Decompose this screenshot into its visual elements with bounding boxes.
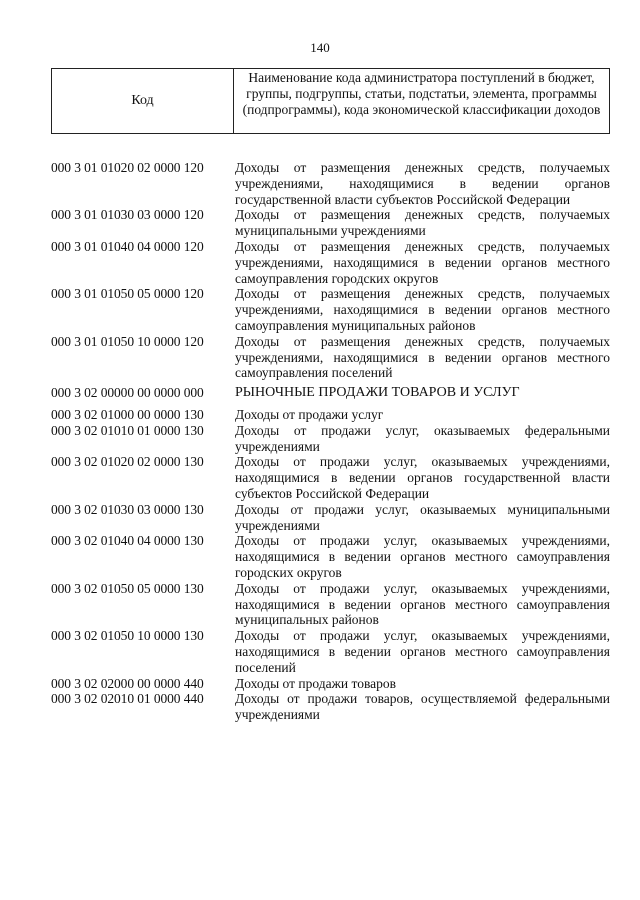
row-code: 000 3 02 01000 00 0000 130 <box>51 406 204 422</box>
row-code: 000 3 01 01020 02 0000 120 <box>51 160 204 175</box>
row-name: Доходы от размещения денежных средств, получаемых учреждениями, находящимися в ведении органов местного самоуправления муниципальных районов <box>235 286 610 333</box>
row-code: 000 3 01 01050 10 0000 120 <box>51 333 204 349</box>
classification-row <box>51 207 610 239</box>
row-code: 000 3 02 01020 02 0000 130 <box>51 454 204 470</box>
row-name: Доходы от размещения денежных средств, получаемых муниципальными учреждениями <box>235 207 610 239</box>
classification-row <box>51 581 610 628</box>
row-code: 000 3 02 01030 03 0000 130 <box>51 501 204 517</box>
row-name: Доходы от размещения денежных средств, получаемых учреждениями, находящимися в ведении органов государственной власти субъектов Российской Федерации <box>235 160 610 207</box>
row-name: Доходы от продажи товаров <box>235 675 397 691</box>
classification-table-header <box>51 68 610 134</box>
classification-row <box>51 407 610 423</box>
classification-row <box>51 502 610 534</box>
code-column-header: Код <box>52 69 234 133</box>
row-code: 000 3 01 01050 05 0000 120 <box>51 286 204 302</box>
classification-row <box>51 628 610 675</box>
row-name: Доходы от продажи услуг, оказываемых учреждениями, находящимися в ведении органов местного самоуправления муниципальных районов <box>235 580 610 628</box>
classification-row <box>51 286 610 333</box>
row-code: 000 3 02 01050 10 0000 130 <box>51 628 204 644</box>
row-name: Доходы от продажи товаров, осуществляемой федеральными учреждениями <box>235 691 610 723</box>
row-code: 000 3 02 01010 01 0000 130 <box>51 422 204 438</box>
row-code: 000 3 02 02000 00 0000 440 <box>51 675 204 691</box>
classification-row <box>51 676 610 692</box>
row-name: Доходы от продажи услуг, оказываемых учреждениями, находящимися в ведении органов местного самоуправления поселений <box>235 628 610 675</box>
row-name: Доходы от продажи услуг, оказываемых учреждениями, находящимися в ведении органов местного самоуправления городских округов <box>235 533 610 580</box>
classification-row <box>51 239 610 286</box>
name-column-header: Наименование кода администратора поступлений в бюджет, группы, подгруппы, статьи, подстатьи, элемента, программы (подпрограммы), кода экономической классификации доходов <box>242 70 601 117</box>
classification-row <box>51 691 610 723</box>
row-code: 000 3 02 00000 00 0000 000 <box>51 385 204 401</box>
row-code: 000 3 01 01040 04 0000 120 <box>51 238 204 254</box>
row-name: Доходы от размещения денежных средств, получаемых учреждениями, находящимися в ведении органов местного самоуправления поселений <box>235 333 610 381</box>
classification-row <box>51 454 610 501</box>
classification-row <box>51 160 610 207</box>
row-name: РЫНОЧНЫЕ ПРОДАЖИ ТОВАРОВ И УСЛУГ <box>235 385 520 401</box>
row-code: 000 3 01 01030 03 0000 120 <box>51 207 204 223</box>
row-code: 000 3 02 01050 05 0000 130 <box>51 580 204 596</box>
classification-row <box>51 423 610 455</box>
classification-rows <box>51 160 610 723</box>
page-number: 140 <box>310 40 330 55</box>
row-name: Доходы от продажи услуг, оказываемых федеральными учреждениями <box>235 422 610 454</box>
classification-row <box>51 334 610 381</box>
section-row <box>51 385 610 401</box>
row-name: Доходы от продажи услуг <box>235 406 384 422</box>
row-code: 000 3 02 01040 04 0000 130 <box>51 533 204 549</box>
row-name: Доходы от продажи услуг, оказываемых муниципальными учреждениями <box>235 501 610 533</box>
classification-row <box>51 533 610 580</box>
row-name: Доходы от размещения денежных средств, получаемых учреждениями, находящимися в ведении органов местного самоуправления городских округов <box>235 238 610 286</box>
row-code: 000 3 02 02010 01 0000 440 <box>51 691 204 707</box>
row-name: Доходы от продажи услуг, оказываемых учреждениями, находящимися в ведении органов государственной власти субъектов Российской Федерации <box>235 454 610 501</box>
